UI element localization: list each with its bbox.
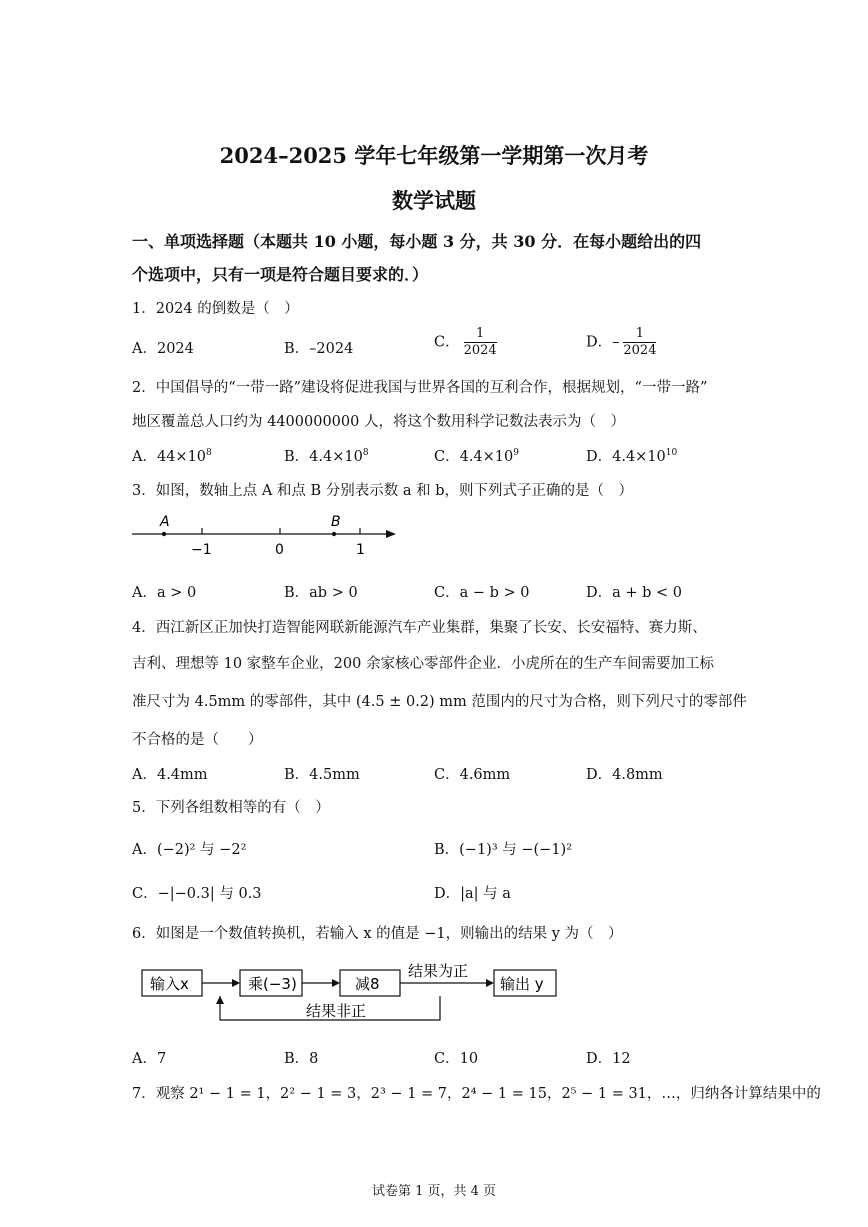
question-3-option-d: D．a + b < 0 xyxy=(586,585,683,601)
question-5-option-d: D．|a| 与 a xyxy=(434,886,511,902)
question-5-option-a: A．(−2)² 与 −2² xyxy=(132,842,247,858)
question-4-stem-line4: 不合格的是（ ） xyxy=(132,732,263,748)
section-heading-line1: 一、单项选择题（本题共 10 小题，每小题 3 分，共 30 分．在每小题给出的四 xyxy=(132,232,702,251)
exponent: 8 xyxy=(206,448,212,459)
exponent: 10 xyxy=(665,448,678,459)
option-text: A．44×10 xyxy=(132,449,207,465)
arrow-icon xyxy=(386,530,396,538)
question-6-option-c: C．10 xyxy=(434,1051,479,1067)
section-heading-line2: 个选项中，只有一项是符合题目要求的．） xyxy=(132,265,429,284)
point-a-label: A xyxy=(160,514,170,530)
question-5-option-b: B．(−1)³ 与 −(−1)² xyxy=(434,842,573,858)
question-5-stem: 5．下列各组数相等的有（ ） xyxy=(132,800,330,816)
question-1-option-d xyxy=(586,326,656,359)
arrow-icon xyxy=(232,979,240,987)
option-text: D．4.4×10 xyxy=(586,449,666,465)
fraction-denominator: 2024 xyxy=(623,343,657,358)
tick-label-neg1: −1 xyxy=(191,542,212,558)
question-4-option-d: D．4.8mm xyxy=(586,767,663,783)
subtract-label: 减8 xyxy=(355,975,380,993)
question-6-stem: 6．如图是一个数值转换机，若输入 x 的值是 −1，则输出的结果 y 为（ ） xyxy=(132,926,623,942)
arrow-icon xyxy=(332,979,340,987)
multiply-label: 乘(−3) xyxy=(248,975,297,993)
question-7-stem: 7．观察 2¹ − 1 = 1，2² − 1 = 3，2³ − 1 = 7，2⁴ − 1 = 15，2⁵ − 1 = 31，…，归纳各计算结果中的 xyxy=(132,1086,821,1102)
question-3-stem: 3．如图，数轴上点 A 和点 B 分别表示数 a 和 b，则下列式子正确的是（ ） xyxy=(132,483,634,499)
page-footer: 试卷第 1 页，共 4 页 xyxy=(371,1184,497,1199)
option-label: D．– xyxy=(586,334,620,351)
tick-label-0: 0 xyxy=(275,542,284,558)
question-2-option-a xyxy=(132,445,212,466)
question-4-option-c: C．4.6mm xyxy=(434,767,511,783)
option-label: C． xyxy=(434,334,460,351)
question-1-stem: 1．2024 的倒数是（ ） xyxy=(132,301,299,317)
question-5-option-c: C．−|−0.3| 与 0.3 xyxy=(132,886,262,902)
fraction xyxy=(464,326,497,359)
question-2-stem-line2: 地区覆盖总人口约为 4400000000 人，将这个数用科学记数法表示为（ ） xyxy=(132,414,625,430)
point-b-label: B xyxy=(331,514,341,530)
number-line-figure xyxy=(128,510,408,562)
option-text: B．4.4×10 xyxy=(284,449,363,465)
question-4-stem-line1: 4．西江新区正加快打造智能网联新能源汽车产业集群，集聚了长安、长安福特、赛力斯、 xyxy=(132,620,707,636)
question-4-option-b: B．4.5mm xyxy=(284,767,360,783)
question-2-option-d xyxy=(586,445,677,466)
arrow-icon xyxy=(216,996,224,1004)
exponent: 8 xyxy=(362,448,369,459)
question-4-stem-line2: 吉利、理想等 10 家整车企业，200 余家核心零部件企业．小虎所在的生产车间需要加工标 xyxy=(132,656,714,672)
fraction xyxy=(623,326,656,359)
output-label: 输出 y xyxy=(500,975,544,993)
question-1-option-c xyxy=(434,326,497,359)
point-a-dot xyxy=(162,532,166,536)
page-title: 2024–2025 学年七年级第一学期第一次月考 xyxy=(219,143,649,168)
page-subtitle: 数学试题 xyxy=(392,188,476,213)
question-6-option-d: D．12 xyxy=(586,1051,631,1067)
conversion-machine-figure xyxy=(138,960,563,1024)
question-3-option-b: B．ab > 0 xyxy=(284,585,358,601)
question-2-option-b xyxy=(284,445,369,466)
question-2-option-c xyxy=(434,445,519,466)
question-6-option-a: A．7 xyxy=(132,1051,167,1067)
question-4-option-a: A．4.4mm xyxy=(132,767,208,783)
fraction-numerator: 1 xyxy=(464,326,497,343)
question-1-option-b: B．–2024 xyxy=(284,341,354,357)
not-positive-label: 结果非正 xyxy=(306,1002,367,1020)
question-6-option-b: B．8 xyxy=(284,1051,319,1067)
option-text: C．4.4×10 xyxy=(434,449,514,465)
positive-label: 结果为正 xyxy=(408,962,469,980)
question-3-option-a: A．a > 0 xyxy=(132,585,197,601)
question-3-option-c: C．a − b > 0 xyxy=(434,585,530,601)
point-b-dot xyxy=(332,532,336,536)
fraction-numerator: 1 xyxy=(623,326,656,343)
question-2-stem-line1: 2．中国倡导的“一带一路”建设将促进我国与世界各国的互利合作，根据规划，“一带一路” xyxy=(132,380,708,396)
input-label: 输入x xyxy=(150,975,189,993)
tick-label-1: 1 xyxy=(356,542,365,558)
question-1-option-a: A．2024 xyxy=(132,341,194,357)
arrow-icon xyxy=(486,979,494,987)
fraction-denominator: 2024 xyxy=(463,343,497,358)
question-4-stem-line3: 准尺寸为 4.5mm 的零部件，其中 (4.5 ± 0.2) mm 范围内的尺寸为合格，则下列尺寸的零部件 xyxy=(132,694,747,710)
exponent: 9 xyxy=(513,448,519,459)
